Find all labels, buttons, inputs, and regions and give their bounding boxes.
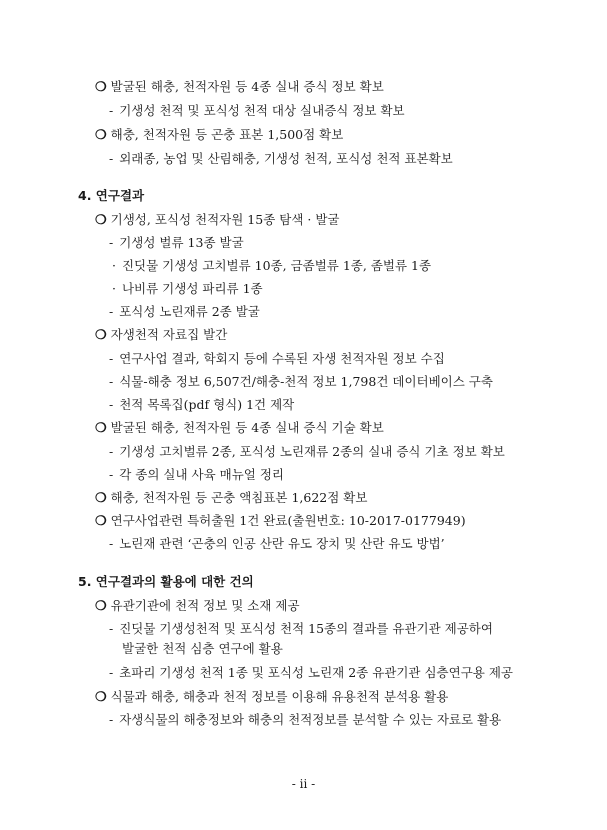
dash-marker: - <box>109 467 114 482</box>
line-text: 기생성 고치벌류 2종, 포식성 노린재류 2종의 실내 증식 기초 정보 확보 <box>119 444 505 459</box>
line-text: 유관기관에 천적 정보 및 소재 제공 <box>110 598 300 613</box>
page-number: - ii - <box>291 777 316 791</box>
dash-marker: - <box>109 351 114 366</box>
line-text: 자생천적 자료집 발간 <box>110 327 228 342</box>
dash-line <box>109 443 505 461</box>
dash-line <box>109 620 493 638</box>
circle-bullet-icon: ❍ <box>95 213 107 228</box>
bullet-line <box>95 326 227 345</box>
circle-bullet-icon: ❍ <box>95 328 107 343</box>
line-text: 해충, 천적자원 등 곤충 액침표본 1,622점 확보 <box>110 490 368 505</box>
dash-marker: - <box>109 374 114 389</box>
dash-marker: - <box>109 235 114 250</box>
line-text: 나비류 기생성 파리류 1종 <box>121 281 263 296</box>
line-text: 노린재 관련 ‘곤충의 인공 산란 유도 장치 및 산란 유도 방법’ <box>119 536 445 551</box>
line-text: 해충, 천적자원 등 곤충 표본 1,500점 확보 <box>110 127 344 142</box>
line-text: 외래종, 농업 및 산림해충, 기생성 천적, 포식성 천적 표본확보 <box>119 151 453 166</box>
circle-bullet-icon: ❍ <box>95 514 107 529</box>
line-text: 진딧물 기생성 고치벌류 10종, 금좀벌류 1종, 좀벌류 1종 <box>121 258 432 273</box>
dash-line <box>109 303 260 321</box>
dot-line <box>112 257 431 275</box>
dash-marker: - <box>109 397 114 412</box>
dash-line <box>109 350 445 368</box>
dash-marker: - <box>109 103 114 118</box>
dash-line <box>109 711 501 729</box>
line-text: 발굴된 해충, 천적자원 등 4종 실내 증식 기술 확보 <box>110 420 384 435</box>
bullet-line <box>95 419 384 438</box>
line-text: 식물-해충 정보 6,507건/해충-천적 정보 1,798건 데이터베이스 구축 <box>119 374 493 389</box>
bullet-line <box>95 126 343 145</box>
dash-marker: - <box>109 536 114 551</box>
dash-marker: - <box>109 304 114 319</box>
line-text: 발굴된 해충, 천적자원 등 4종 실내 증식 정보 확보 <box>110 79 384 94</box>
dot-line <box>112 280 263 298</box>
dash-line <box>109 396 294 414</box>
circle-bullet-icon: ❍ <box>95 421 107 436</box>
circle-bullet-icon: ❍ <box>95 690 107 705</box>
line-text: 기생성 벌류 13종 발굴 <box>119 235 244 250</box>
dash-line <box>109 664 513 682</box>
dash-marker: - <box>109 444 114 459</box>
bullet-line <box>95 512 466 531</box>
bullet-line <box>95 688 448 707</box>
dash-line <box>109 466 284 484</box>
middle-dot-marker: · <box>112 258 116 273</box>
line-text: 연구사업관련 특허출원 1건 완료(출원번호: 10-2017-0177949) <box>110 513 466 528</box>
section-heading-results: 4. 연구결과 <box>78 188 145 203</box>
line-text: 연구사업 결과, 학회지 등에 수록된 자생 천적자원 정보 수집 <box>119 351 445 366</box>
dash-line <box>109 102 405 120</box>
line-text: 기생성 천적 및 포식성 천적 대상 실내증식 정보 확보 <box>119 103 405 118</box>
bullet-line <box>95 211 339 230</box>
dash-line <box>109 150 453 168</box>
line-text: 기생성, 포식성 천적자원 15종 탐색 · 발굴 <box>110 212 340 227</box>
line-text: 발굴한 천적 심층 연구에 활용 <box>122 641 283 656</box>
dash-line <box>109 234 244 252</box>
dash-line <box>109 535 445 553</box>
circle-bullet-icon: ❍ <box>95 491 107 506</box>
dash-marker: - <box>109 621 114 636</box>
circle-bullet-icon: ❍ <box>95 599 107 614</box>
line-text: 자생식물의 해충정보와 해충의 천적정보를 분석할 수 있는 자료로 활용 <box>119 712 502 727</box>
continuation-line <box>122 640 283 658</box>
bullet-line <box>95 489 367 508</box>
circle-bullet-icon: ❍ <box>95 128 107 143</box>
circle-bullet-icon: ❍ <box>95 80 107 95</box>
line-text: 포식성 노린재류 2종 발굴 <box>119 304 260 319</box>
middle-dot-marker: · <box>112 281 116 296</box>
dash-marker: - <box>109 665 114 680</box>
dash-line <box>109 373 493 391</box>
section-heading-suggestions: 5. 연구결과의 활용에 대한 건의 <box>78 574 254 589</box>
line-text: 진딧물 기생성천적 및 포식성 천적 15종의 결과를 유관기관 제공하여 <box>119 621 493 636</box>
line-text: 초파리 기생성 천적 1종 및 포식성 노린재 2종 유관기관 심층연구용 제공 <box>119 665 513 680</box>
bullet-line <box>95 597 300 616</box>
dash-marker: - <box>109 712 114 727</box>
line-text: 식물과 해충, 해충과 천적 정보를 이용해 유용천적 분석용 활용 <box>110 689 449 704</box>
line-text: 각 종의 실내 사육 매뉴얼 정리 <box>119 467 285 482</box>
dash-marker: - <box>109 151 114 166</box>
bullet-line <box>95 78 384 97</box>
line-text: 천적 목록집(pdf 형식) 1건 제작 <box>119 397 295 412</box>
